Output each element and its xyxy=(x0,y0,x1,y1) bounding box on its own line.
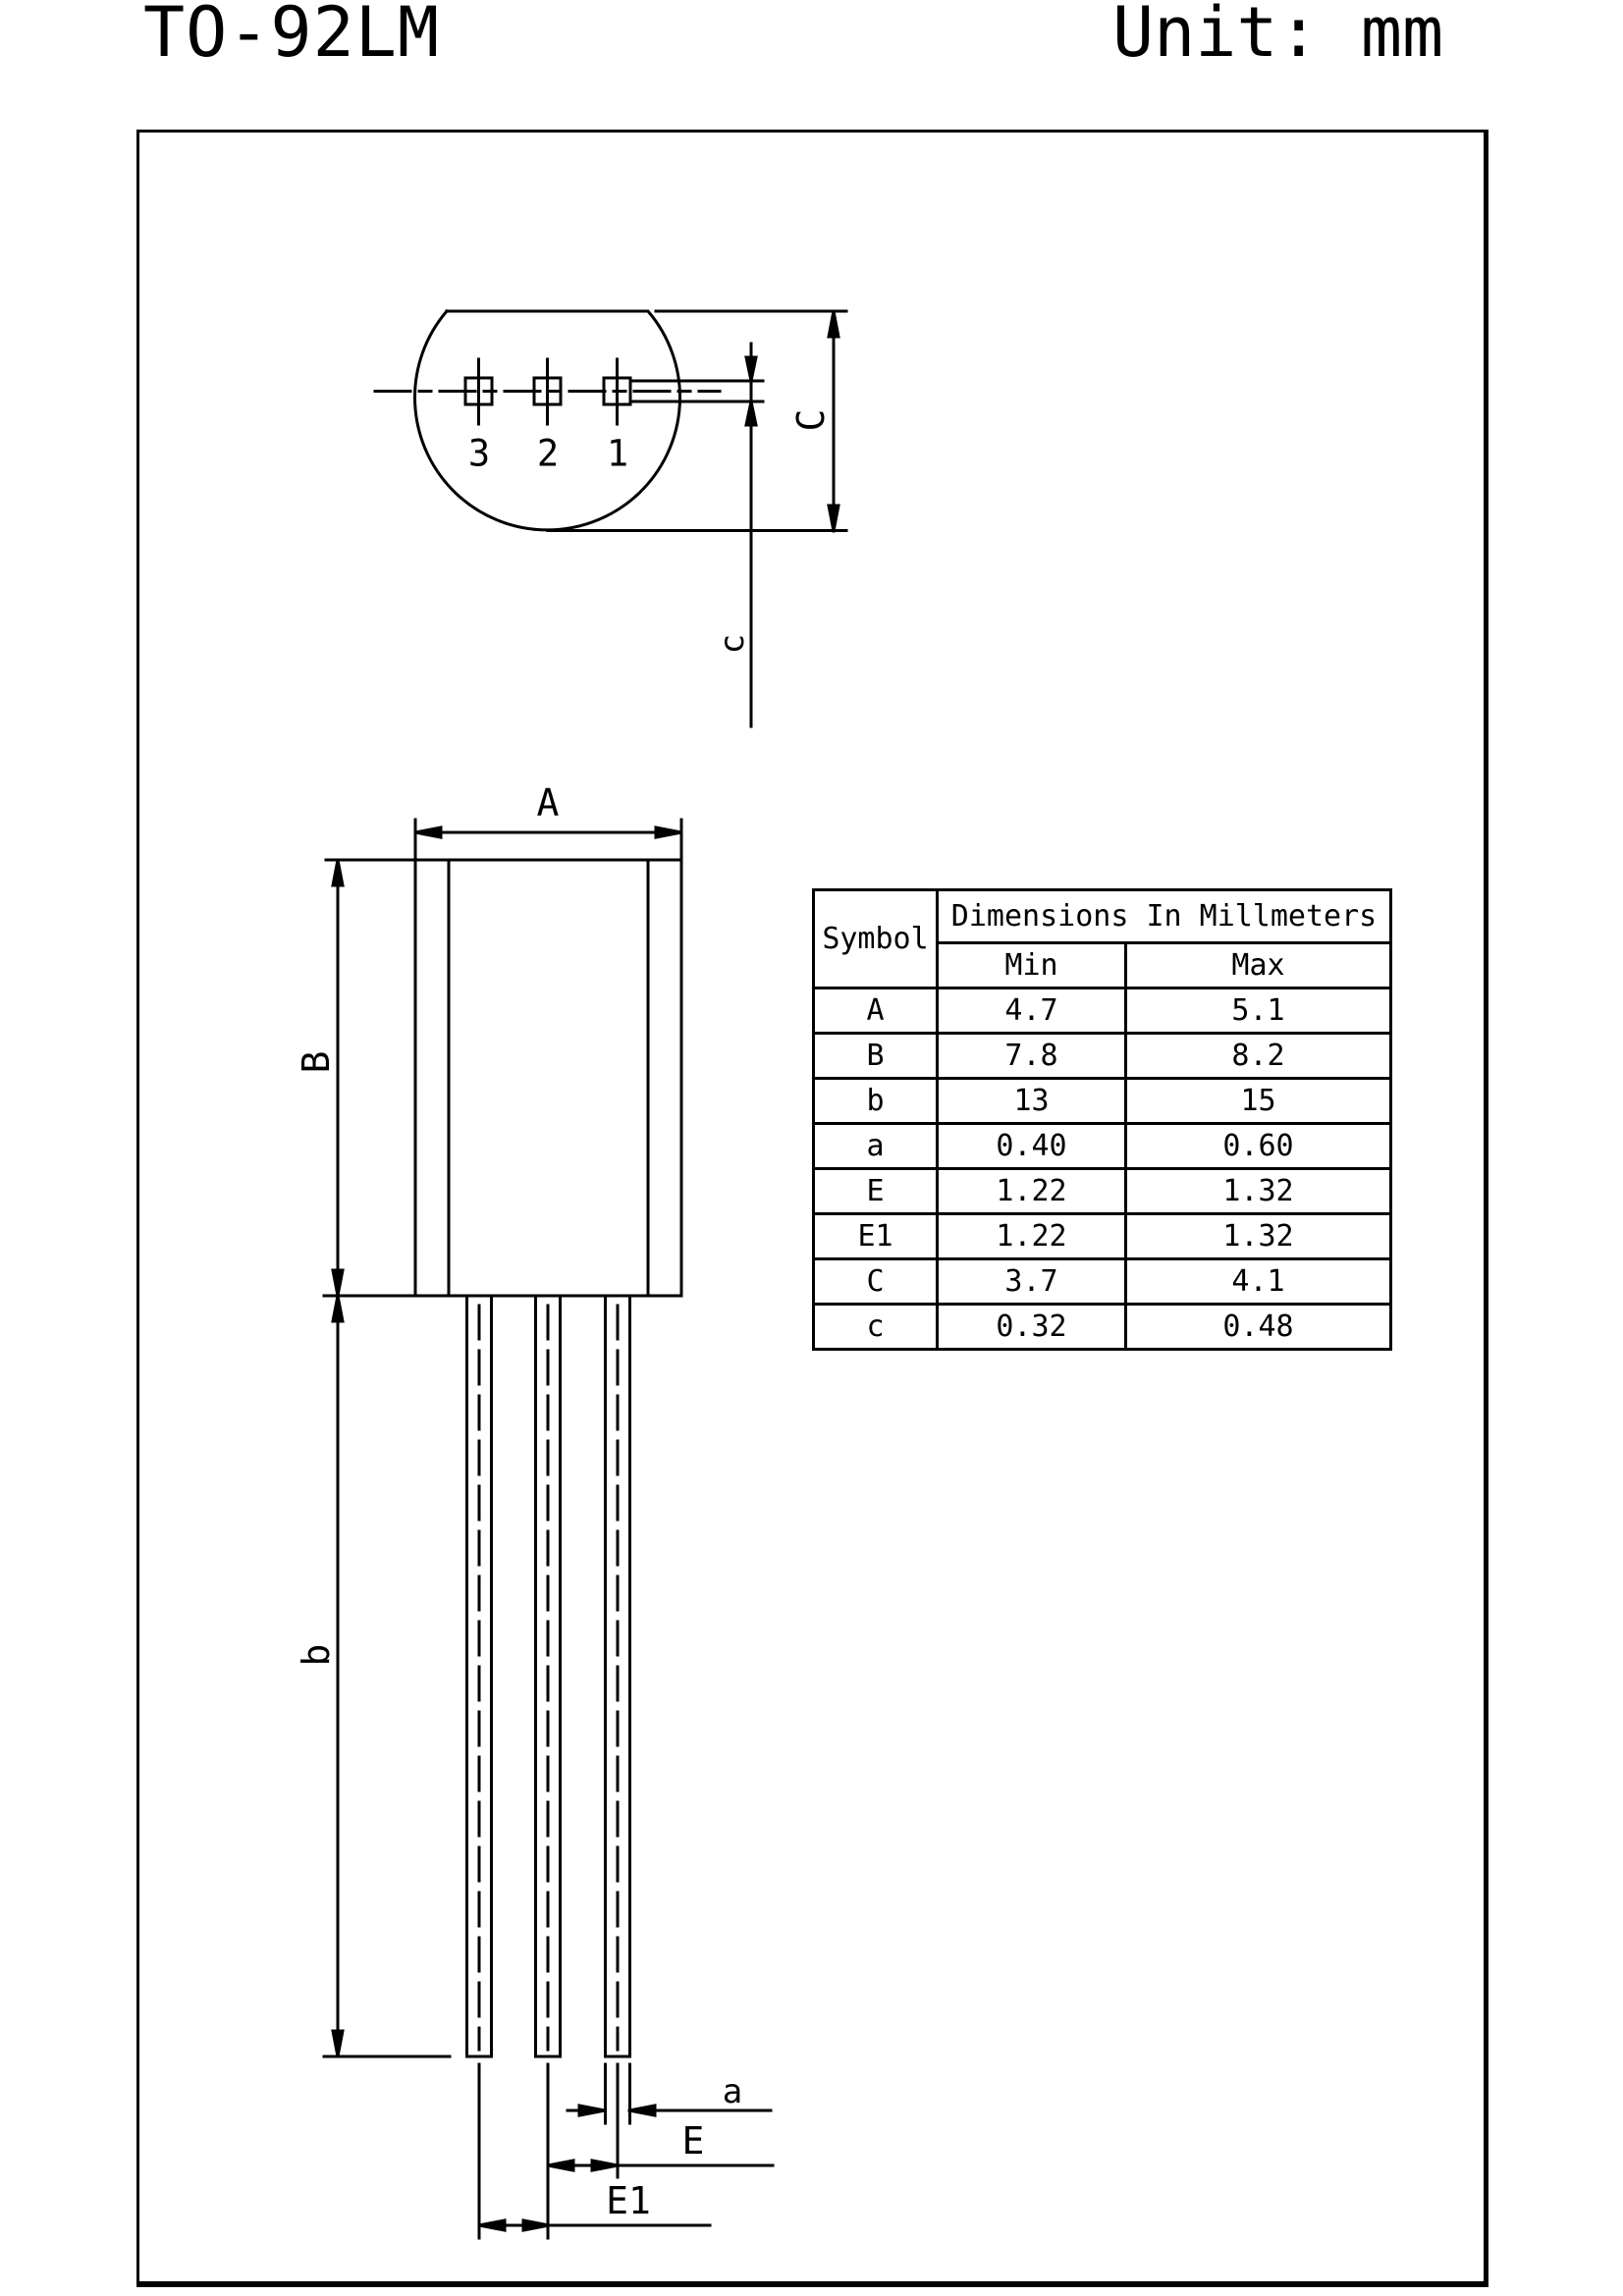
dimension-table xyxy=(812,888,1392,1351)
cell-max: 8.2 xyxy=(1126,1034,1391,1079)
front-view xyxy=(324,820,681,2056)
table-row xyxy=(814,1034,1391,1079)
dim-label-C: C xyxy=(789,408,833,432)
lead-1 xyxy=(606,1296,630,2056)
cell-min: 4.7 xyxy=(938,988,1126,1034)
page-title: TO-92LM xyxy=(143,0,441,73)
pin-label-1: 1 xyxy=(606,432,629,475)
dim-label-c: c xyxy=(713,633,752,655)
dim-A xyxy=(415,820,681,857)
cell-min: 0.32 xyxy=(938,1305,1126,1350)
header-cell-dimensions: Dimensions In Millmeters xyxy=(938,890,1391,943)
dim-label-b: b xyxy=(295,1643,338,1667)
cell-symbol: b xyxy=(814,1079,938,1124)
cell-min: 0.40 xyxy=(938,1124,1126,1169)
header-cell-max: Max xyxy=(1126,943,1391,988)
header-cell-symbol: Symbol xyxy=(814,890,938,988)
table-row xyxy=(814,1214,1391,1259)
cell-min: 3.7 xyxy=(938,1259,1126,1305)
cell-symbol: C xyxy=(814,1259,938,1305)
table-row xyxy=(814,1169,1391,1214)
header-cell-min: Min xyxy=(938,943,1126,988)
cell-min: 7.8 xyxy=(938,1034,1126,1079)
cell-max: 4.1 xyxy=(1126,1259,1391,1305)
dim-label-E: E xyxy=(681,2119,705,2163)
cell-min: 1.22 xyxy=(938,1214,1126,1259)
cell-max: 1.32 xyxy=(1126,1214,1391,1259)
cell-symbol: B xyxy=(814,1034,938,1079)
table-row xyxy=(814,1305,1391,1350)
dim-E xyxy=(548,2161,773,2170)
unit-label: Unit: mm xyxy=(1112,0,1444,73)
dim-B xyxy=(324,860,449,1296)
dim-c xyxy=(631,344,763,726)
table-row xyxy=(814,1079,1391,1124)
dim-label-E1: E1 xyxy=(606,2179,651,2222)
cell-max: 15 xyxy=(1126,1079,1391,1124)
dim-label-B: B xyxy=(295,1050,338,1074)
lead-2 xyxy=(536,1296,561,2056)
cell-max: 0.60 xyxy=(1126,1124,1391,1169)
cell-min: 13 xyxy=(938,1079,1126,1124)
dim-b xyxy=(324,1296,450,2056)
cell-min: 1.22 xyxy=(938,1169,1126,1214)
cell-symbol: E1 xyxy=(814,1214,938,1259)
pin-label-3: 3 xyxy=(467,432,491,475)
table-header-row-1 xyxy=(814,890,1391,943)
dim-label-a: a xyxy=(722,2072,743,2111)
cell-symbol: a xyxy=(814,1124,938,1169)
cell-max: 5.1 xyxy=(1126,988,1391,1034)
top-view xyxy=(375,311,846,726)
pin-label-2: 2 xyxy=(536,432,560,475)
cell-symbol: A xyxy=(814,988,938,1034)
cell-symbol: E xyxy=(814,1169,938,1214)
dim-E1 xyxy=(479,2220,710,2230)
package-body xyxy=(415,860,681,1296)
cell-max: 0.48 xyxy=(1126,1305,1391,1350)
lead-3 xyxy=(467,1296,492,2056)
cell-symbol: c xyxy=(814,1305,938,1350)
cell-max: 1.32 xyxy=(1126,1169,1391,1214)
table-row xyxy=(814,1259,1391,1305)
table-row xyxy=(814,988,1391,1034)
dim-label-A: A xyxy=(536,781,560,825)
table-row xyxy=(814,1124,1391,1169)
